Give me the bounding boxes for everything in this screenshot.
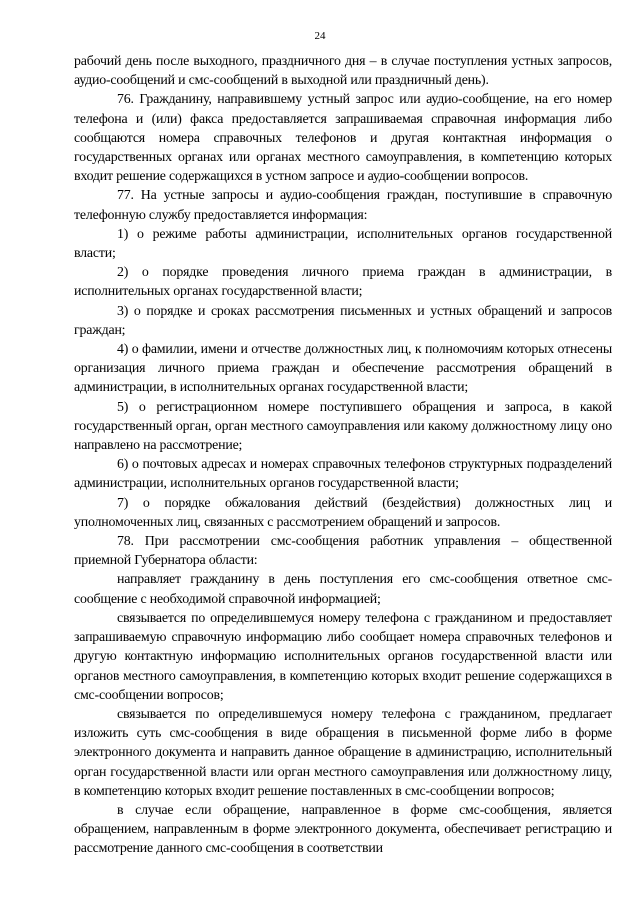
action-paragraph: направляет гражданину в день поступления его смс-сообщения ответное смс-сообщение с необходимой справочной информацией; bbox=[74, 572, 612, 607]
list-item-6: 6) о почтовых адресах и номерах справочных телефонов структурных подразделений администрации, исполнительных органов государственной власти; bbox=[74, 457, 612, 492]
action-paragraph: в случае если обращение, направленное в форме смс-сообщения, является обращением, направленным в форме электронного документа, обеспечивает регистрацию и рассмотрение данного смс-сообщения в соответствии bbox=[74, 802, 612, 857]
paragraph-78: 78. При рассмотрении смс-сообщения работник управления – общественной приемной Губернатора области: bbox=[74, 534, 612, 569]
list-item-2: 2) о порядке проведения личного приема граждан в администрации, в исполнительных органах государственной власти; bbox=[74, 265, 612, 300]
list-item-4: 4) о фамилии, имени и отчестве должностных лиц, к полномочиям которых отнесены организация личного приема граждан и обеспечение рассмотрения обращений в администрации, в исполнительных органах государственной власти; bbox=[74, 342, 612, 396]
paragraph-76: 76. Гражданину, направившему устный запрос или аудио-сообщение, на его номер телефона и (или) факса предоставляется запрашиваемая справочная информация либо сообщаются номера справочных телефонов и другая контактная информация о государственных органах или органах местного самоуправления, в компетенцию которых входит решение содержащихся в устном запросе и аудио-сообщении вопросов. bbox=[74, 92, 612, 185]
action-paragraph: связывается по определившемуся номеру телефона с гражданином, предлагает изложить суть смс-сообщения в виде обращения в письменной форме либо в форме электронного документа и направить данное обращение в администрацию, исполнительный орган государственной власти или орган местного самоуправления или должностному лицу, в компетенцию которых входит решение поставленных в смс-сообщении вопросов; bbox=[74, 706, 612, 799]
document-body bbox=[74, 52, 612, 859]
list-item-7: 7) о порядке обжалования действий (бездействия) должностных лиц и уполномоченных лиц, связанных с рассмотрением обращений и запросов. bbox=[74, 495, 612, 530]
list-item-5: 5) о регистрационном номере поступившего обращения и запроса, в какой государственный орган, орган местного самоуправления или какому должностному лицу оно направлено на рассмотрение; bbox=[74, 399, 612, 454]
paragraph-continuation: рабочий день после выходного, праздничного дня – в случае поступления устных запросов, аудио-сообщений и смс-сообщений в выходной или праздничный день). bbox=[74, 54, 612, 89]
list-item-1: 1) о режиме работы администрации, исполнительных органов государственной власти; bbox=[74, 226, 612, 262]
page-number: 24 bbox=[314, 30, 326, 42]
paragraph-77: 77. На устные запросы и аудио-сообщения граждан, поступившие в справочную телефонную службу предоставляется информация: bbox=[74, 188, 612, 223]
list-item-3: 3) о порядке и сроках рассмотрения письменных и устных обращений и запросов граждан; bbox=[74, 303, 612, 338]
action-paragraph: связывается по определившемуся номеру телефона с гражданином и предоставляет запрашиваемую справочную информацию либо сообщает номера справочных телефонов и другую контактную информацию исполнительных органов государственной власти или органов местного самоуправления, в компетенцию которых входит решение содержащихся в смс-сообщении вопросов; bbox=[74, 610, 612, 703]
